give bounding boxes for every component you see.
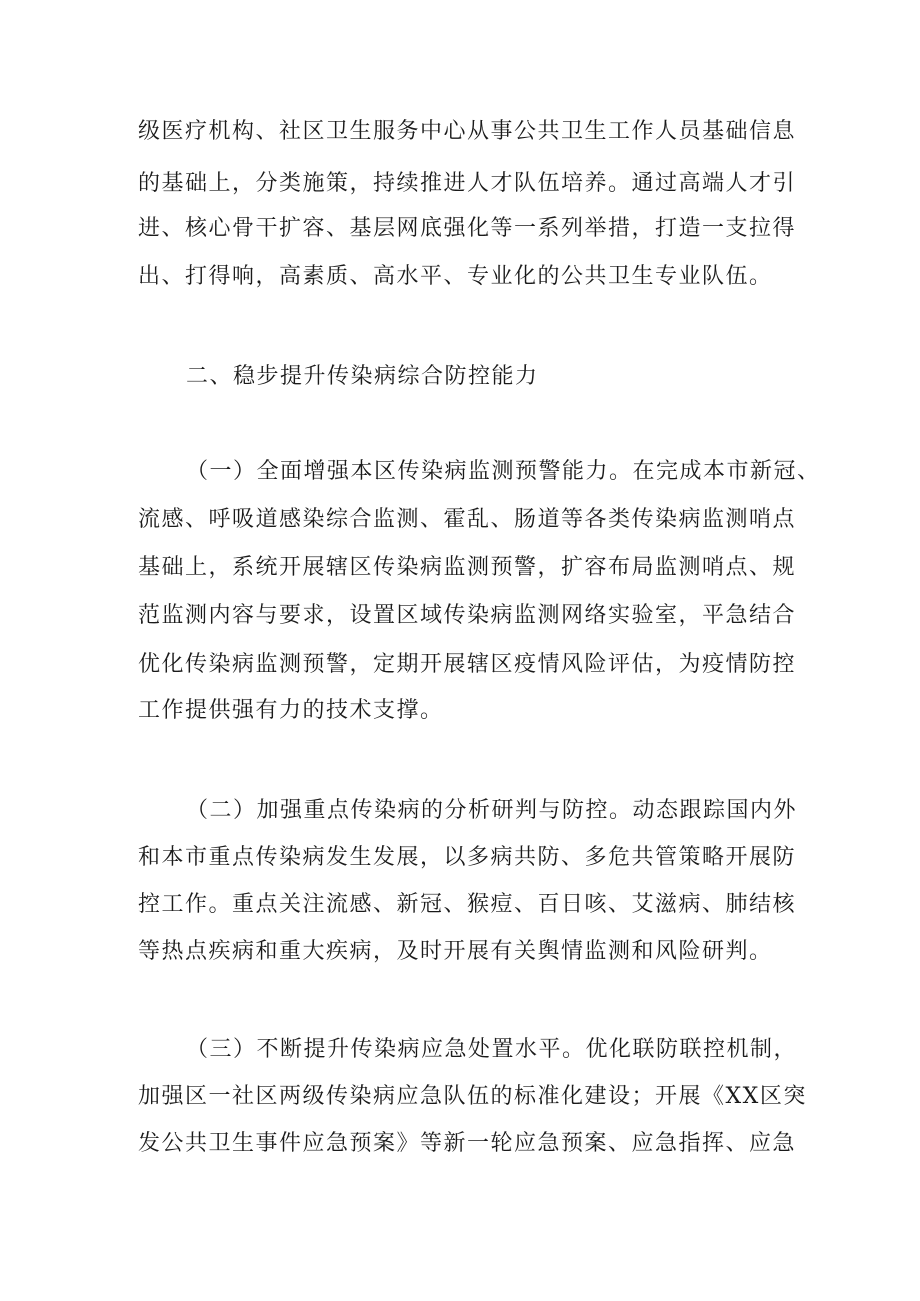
paragraph-2-1-line-4: 范监测内容与要求，设置区域传染病监测网络实验室，平急结合 — [138, 603, 797, 628]
paragraph-1-line-2: 的基础上，分类施策，持续推进人才队伍培养。通过高端人才引 — [138, 171, 797, 196]
paragraph-1-line-4: 出、打得响，高素质、高水平、专业化的公共卫生专业队伍。 — [138, 264, 773, 289]
paragraph-2-2-line-4: 等热点疾病和重大疾病，及时开展有关舆情监测和风险研判。 — [138, 939, 773, 964]
paragraph-2-2-line-1: （二）加强重点传染病的分析研判与防控。动态跟踪国内外 — [186, 798, 798, 823]
paragraph-2-3-line-1: （三）不断提升传染病应急处置水平。优化联防联控机制， — [186, 1037, 798, 1062]
paragraph-2-3-line-2: 加强区一社区两级传染病应急队伍的标准化建设；开展《XX区突 — [138, 1084, 807, 1109]
paragraph-2-1-line-6: 工作提供强有力的技术支撑。 — [138, 698, 444, 723]
paragraph-2-1-line-5: 优化传染病监测预警，定期开展辖区疫情风险评估，为疫情防控 — [138, 652, 797, 677]
paragraph-1-line-3: 进、核心骨干扩容、基层网底强化等一系列举措，打造一支拉得 — [138, 216, 797, 241]
paragraph-2-1-line-3: 基础上，系统开展辖区传染病监测预警，扩容布局监测哨点、规 — [138, 555, 797, 580]
paragraph-1-line-1: 级医疗机构、社区卫生服务中心从事公共卫生工作人员基础信息 — [138, 119, 797, 144]
paragraph-2-3-line-3: 发公共卫生事件应急预案》等新一轮应急预案、应急指挥、应急 — [138, 1131, 797, 1156]
paragraph-2-1-line-1: （一）全面增强本区传染病监测预警能力。在完成本市新冠、 — [186, 459, 821, 484]
paragraph-2-2-line-3: 控工作。重点关注流感、新冠、猴痘、百日咳、艾滋病、肺结核 — [138, 892, 797, 917]
paragraph-2-2-line-2: 和本市重点传染病发生发展，以多病共防、多危共管策略开展防 — [138, 845, 797, 870]
section-heading: 二、稳步提升传染病综合防控能力 — [186, 364, 539, 389]
paragraph-2-1-line-2: 流感、呼吸道感染综合监测、霍乱、肠道等各类传染病监测哨点 — [138, 507, 797, 532]
